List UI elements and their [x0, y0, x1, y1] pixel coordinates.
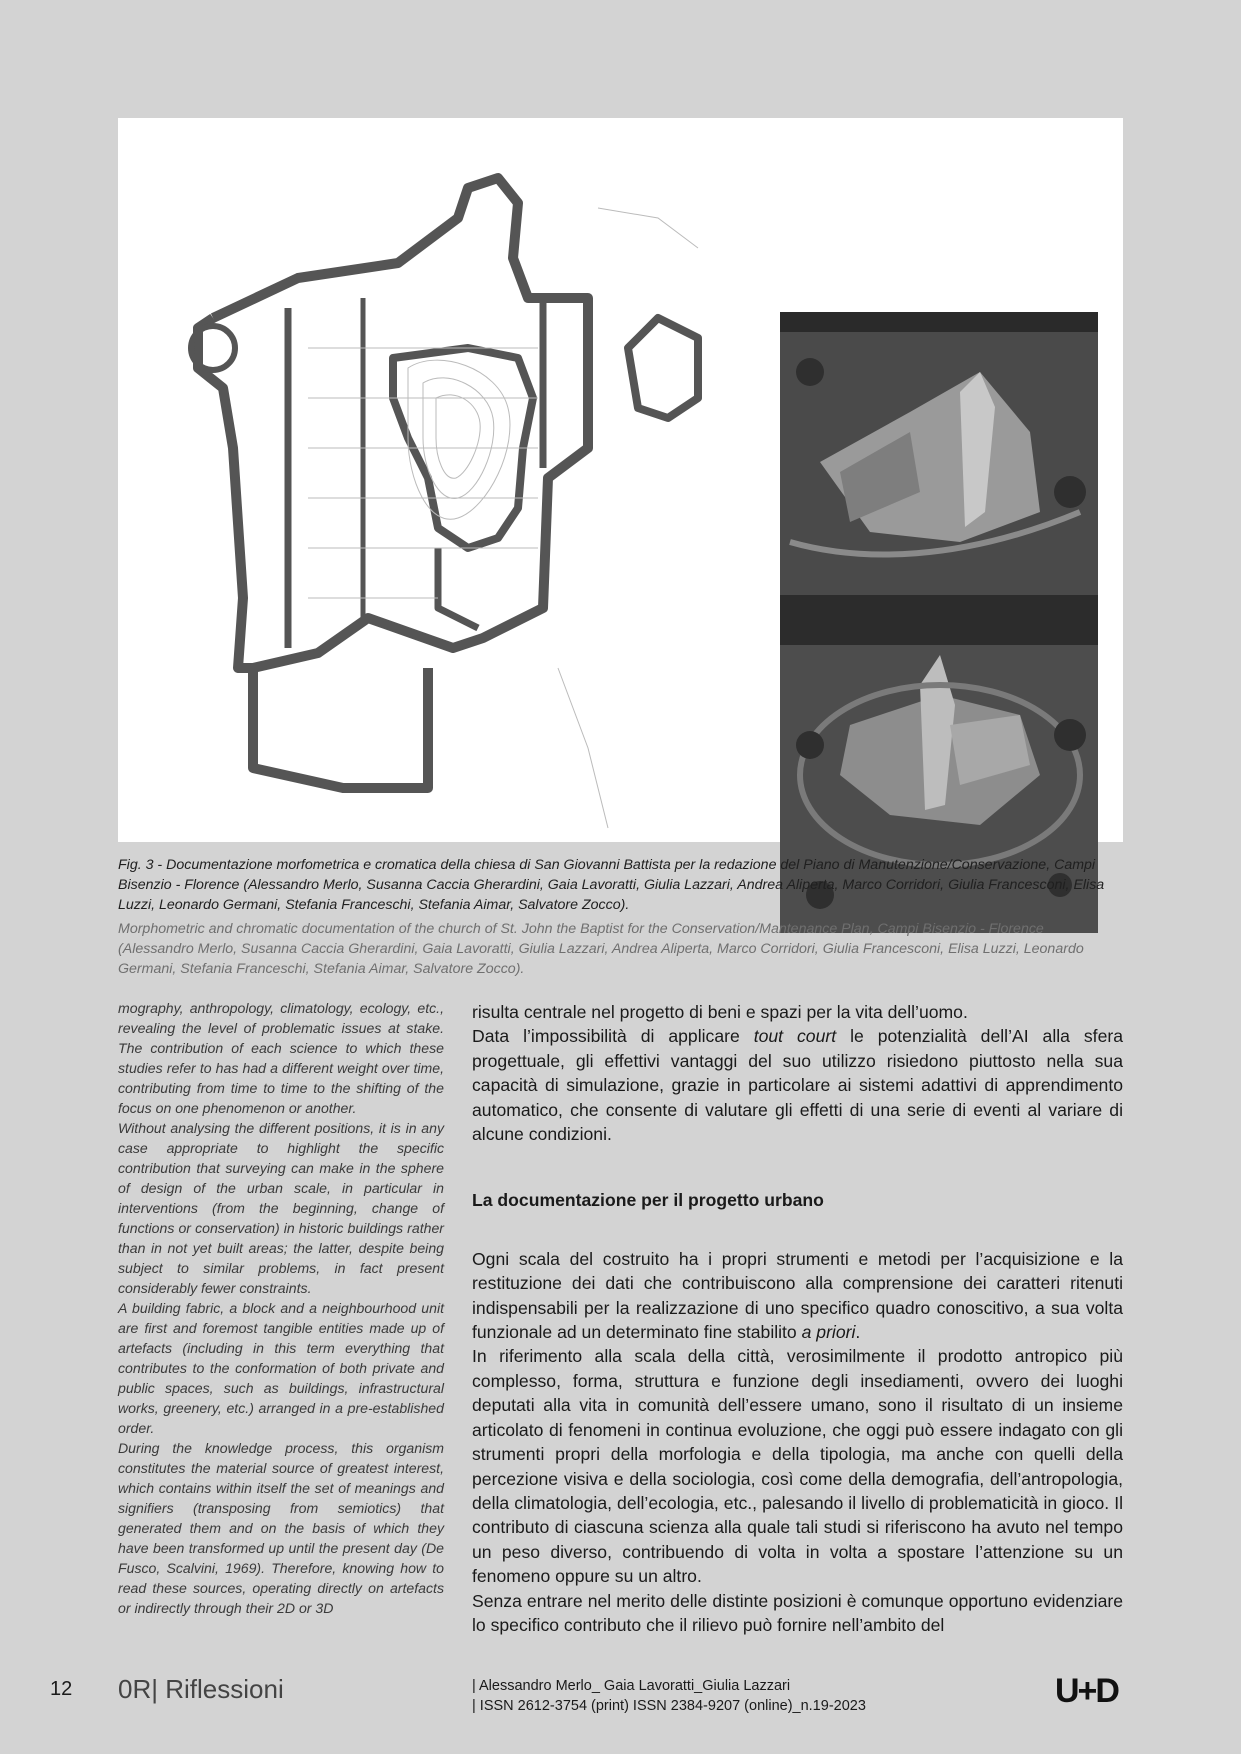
figure-3: [118, 118, 1123, 842]
paragraph: During the knowledge process, this organism constitutes the material source of greatest interest, which contains within itself the set of meanings and signifiers (transposing from semiotics) that generated them and on the basis of which they have been transformed up until the present day (De Fusco, Scalvini, 1969). Therefore, knowing how to read these sources, operating directly on artefacts or indirectly through their 2D or 3D: [118, 1440, 444, 1616]
paragraph: Data l’impossibilità di applicare tout court le potenzialità dell’AI alla sfera progettuale, gli effettivi vantaggi del suo utilizzo risiedono piuttosto nella sua capacità di simulazione, grazie in particolare ai sistemi adattivi di apprendimento automatico, che consente di valutare gli effetti di una serie di eventi al variare di alcune condizioni.: [472, 1026, 1123, 1145]
english-summary-column: [118, 998, 444, 1618]
paragraph: In riferimento alla scala della città, verosimilmente il prodotto antropico più complesso, forma, struttura e funzione degli insediamenti, ovvero dei luoghi deputati alla vita in comunità dell’essere umano, sono il risultato di un insieme articolato di fenomeni in continua evoluzione, che oggi può essere indagato con gli strumenti propri della morfologia e della tipologia, ma anche con quelli della percezione visiva e della sociologia, così come della demografia, dell’antropologia, della climatologia, dell’ecologia, etc., palesando il livello di problematicità in gioco. Il contributo di ciascuna scienza alla quale tali studi si riferiscono ha avuto nel tempo un peso diverso, contribuendo di volta in volta a spostare l’attenzione su un fenomeno oppure su un altro.: [472, 1346, 1123, 1587]
paragraph: Ogni scala del costruito ha i propri strumenti e metodi per l’acquisizione e la restituzione dei dati che contribuiscono alla comprensione dei caratteri ritenuti indispensabili per la realizzazione di uno specifico quadro conoscitivo, a sua volta funzionale ad un determinato fine stabilito a priori.: [472, 1248, 1123, 1343]
figure-caption: [118, 855, 1123, 979]
journal-logo: U+D: [1055, 1672, 1118, 1710]
paragraph: A building fabric, a block and a neighbourhood unit are first and foremost tangible entities made up of artefacts (including in this term everything that contributes to the conformation of both private and public spaces, such as buildings, infrastructural works, greenery, etc.) arranged in a pre-established order.: [118, 1300, 444, 1436]
paragraph: risulta centrale nel progetto di beni e spazi per la vita dell’uomo.: [472, 1002, 968, 1022]
paragraph: mography, anthropology, climatology, ecology, etc., revealing the level of problematic issues at stake. The contribution of each science to which these studies refer to has had a different weight over time, contributing from time to time to the shifting of the focus on one phenomenon or another.: [118, 1000, 444, 1116]
section-label: 0R| Riflessioni: [118, 1674, 284, 1704]
main-text-column: [472, 1000, 1123, 1637]
caption-italian: Fig. 3 - Documentazione morfometrica e cromatica della chiesa di San Giovanni Battista per la redazione del Piano di Manutenzione/Conservazione, Campi Bisenzio - Florence (Alessandro Merlo, Susanna Caccia Gherardini, Gaia Lavoratti, Giulia Lazzari, Andrea Aliperta, Marco Corridori, Giulia Francesconi, Elisa Luzzi, Leonardo Germani, Stefania Franceschi, Stefania Aimar, Salvatore Zocco).: [118, 857, 1105, 913]
section-heading: La documentazione per il progetto urbano: [472, 1190, 824, 1211]
paragraph: Without analysing the different positions, it is in any case appropriate to highlight the specific contribution that surveying can make in the sphere of design of the urban scale, in particular in interventions (from the beginning, change of functions or conservation) in historic buildings rather than in not yet built areas; the latter, despite being subject to similar problems, in fact present considerably fewer constraints.: [118, 1120, 444, 1296]
page-number: 12: [50, 1678, 73, 1700]
church-floor-plan: [138, 148, 758, 838]
footer-authors: | Alessandro Merlo_ Gaia Lavoratti_Giulia Lazzari | ISSN 2612-3754 (print) ISSN 2384-9207 (online)_n.19-2023: [472, 1678, 866, 1714]
page-footer: [0, 1672, 1241, 1718]
paragraph: Senza entrare nel merito delle distinte posizioni è comunque opportuno evidenziare lo specifico contributo che il rilievo può fornire nell’ambito del: [472, 1590, 1123, 1635]
caption-english: Morphometric and chromatic documentation of the church of St. John the Baptist for the Conservation/Mantenance Plan, Campi Bisenzio - Florence (Alessandro Merlo, Susanna Caccia Gherardini, Gaia Lavoratti, Giulia Lazzari, Andrea Aliperta, Marco Corridori, Giulia Francesconi, Elisa Luzzi, Leonardo Germani, Stefania Franceschi, Stefania Aimar, Salvatore Zocco).: [118, 921, 1084, 977]
